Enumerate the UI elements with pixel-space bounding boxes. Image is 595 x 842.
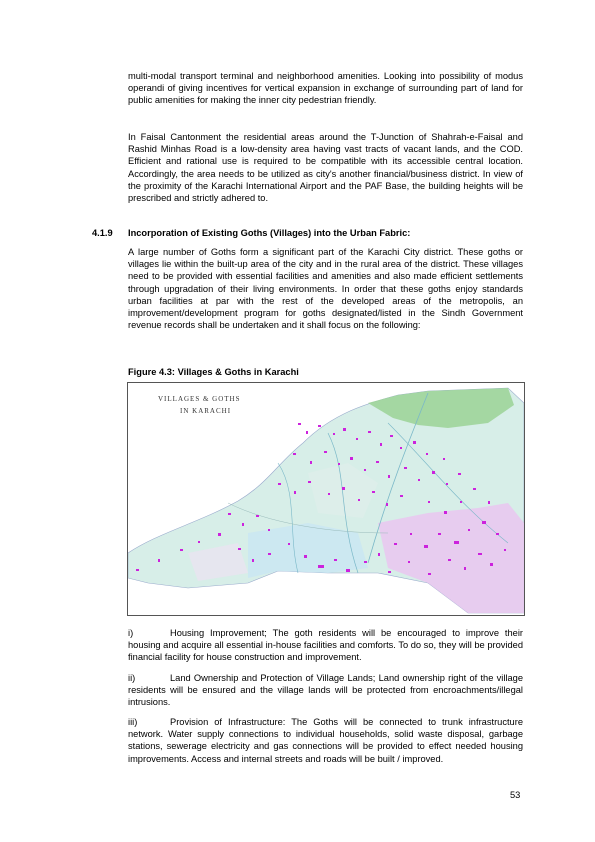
paragraph-inner-city: multi-modal transport terminal and neighborhood amenities. Looking into possibility of modus operandi of giving incentives for vertical expansion in exchange of surrounding part of land for public amenities for making the inner city pedestrian friendly. [128,71,523,106]
list-item-text: Housing Improvement; The goth residents will be encouraged to improve their housing and acquire all essential in-house facilities and comforts. To do so, they will be provided financial facility for house construction and improvement. [128,628,523,663]
list-item-text: Land Ownership and Protection of Village Lands; Land ownership right of the village residents will be ensured and the village lands will be protected from encroachments/illegal intrusions. [128,673,523,708]
list-item-housing [128,627,523,664]
map-title-line2: IN KARACHI [180,407,232,415]
list-item-label: iii) [128,717,138,727]
villages-goths-map [127,382,525,616]
paragraph-goths: A large number of Goths form a significant part of the Karachi City district. These goths or villages lie within the built-up area of the city and in the rural area of the district. These villages need to be provided with essential facilities and amenities and also made efficient settlements through upgradation of their living environments. In order that these goths enjoy standards urban facilities at par with the rest of the developed areas of the metropolis, an improvement/development program for goths designated/listed in the Sindh Government revenue records shall be undertaken and it shall focus on the following: [128,247,523,331]
list-item-label: i) [128,628,134,638]
map-graphic [128,383,524,615]
list-item-label: ii) [128,673,136,683]
section-title: Incorporation of Existing Goths (Villages) into the Urban Fabric: [128,228,411,238]
list-item-infrastructure [128,716,523,765]
page-number: 53 [510,790,521,800]
figure-caption: Figure 4.3: Villages & Goths in Karachi [128,367,299,377]
section-number: 4.1.9 [92,228,113,238]
list-item-land [128,672,523,709]
paragraph-faisal-cantonment: In Faisal Cantonment the residential areas around the T-Junction of Shahrah-e-Faisal and Rashid Minhas Road is a low-density area having vast tracts of vacant lands, and the COD. Efficient and rational use is required to be compatible with its accessible central location. Accordingly, the area needs to be utilized as city's another financial/business district. In view of the proximity of the Karachi International Airport and the PAF Base, the building heights will be prescribed and strictly adhered to. [128,132,523,204]
map-title-line1: VILLAGES & GOTHS [158,395,241,403]
list-item-text: Provision of Infrastructure: The Goths will be connected to trunk infrastructure network. Water supply connections to individual households, solid waste disposal, garbage stations, sewerage electricity and gas connections will be provided to effect needed housing improvements. Access and internal streets and roads will be built / improved. [128,717,523,764]
